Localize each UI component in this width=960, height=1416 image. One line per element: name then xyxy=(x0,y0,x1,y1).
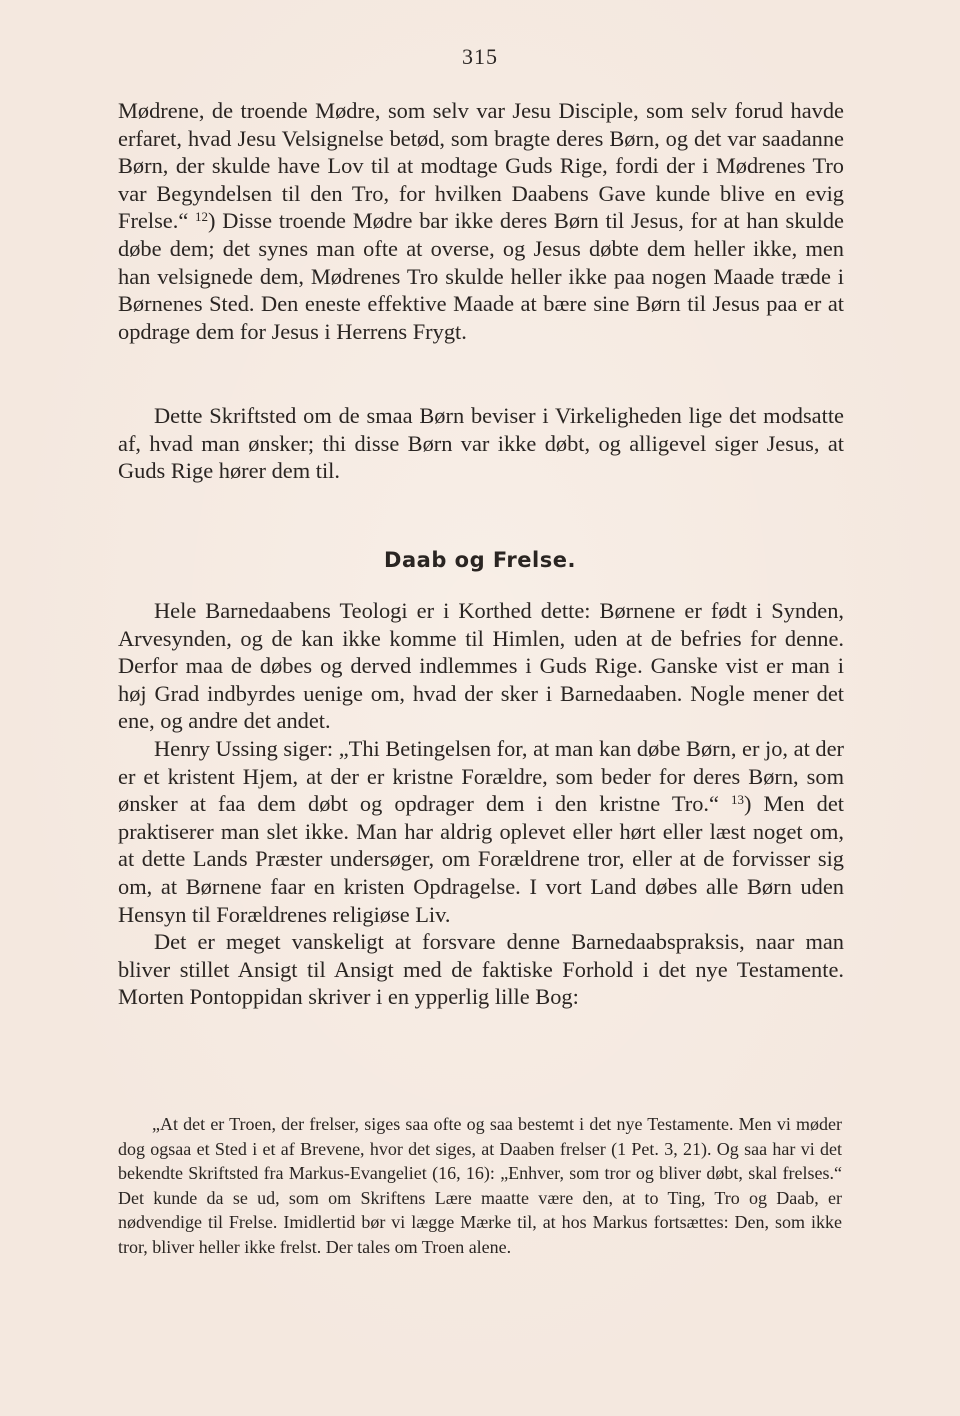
paragraph-ussing-part-2: ) Men det praktiserer man slet ikke. Man har aldrig oplevet eller hørt eller læst noget om, at dette Lands Præster undersøger, om Forældrene tror, eller at de forvisser sig om, at Børnene faar en kristen Opdragelse. I vort Land døbes alle Børn uden Hensyn til Forældrenes religiøse Liv. xyxy=(118,791,844,927)
paragraph-scripture: Dette Skriftsted om de smaa Børn beviser i Virkeligheden lige det modsatte af, hvad man ønsker; thi disse Børn var ikke døbt, og alligevel siger Jesus, at Guds Rige hører dem til. xyxy=(118,403,844,484)
paragraph-theology: Hele Barnedaabens Teologi er i Korthed dette: Børnene er født i Synden, Arvesynden, og de kan ikke komme til Himlen, uden at de befries for denne. Derfor maa de døbes og derved indlemmes i Guds Rige. Ganske vist er man i høj Grad indbyrdes uenige om, hvad der sker i Barnedaaben. Nogle mener det ene, og andre det andet. xyxy=(118,598,844,734)
text-block-section xyxy=(118,597,844,1011)
paragraph-ussing-part-1: Henry Ussing siger: „Thi Betingelsen for, at man kan døbe Børn, er jo, at der er et kristent Hjem, at der er kristne Forældre, som beder for deres Børn, som ønsker at faa dem døbt og opdrager dem i den kristne Tro.“ xyxy=(118,735,844,817)
paragraph-practice: Det er meget vanskeligt at forsvare denne Barnedaabspraksis, naar man bliver stillet Ansigt til Ansigt med de faktiske Forhold i det nye Testamente. Morten Pontoppidan skriver i en ypperlig lille Bog: xyxy=(118,929,844,1010)
paragraph-mothers xyxy=(118,97,844,345)
text-block-second xyxy=(118,402,844,485)
block-quote: „At det er Troen, der frelser, siges saa ofte og saa bestemt i det nye Testamente. Men vi møder dog ogsaa et Sted i et af Brevene, hvor det siges, at Daaben frelser (1 Pet. 3, 21). Og saa har vi det bekendte Skriftsted fra Markus-Evangeliet (16, 16): „Enhver, som tror og bliver døbt, skal frelses.“ Det kunde da se ud, som om Skriftens Lære maatte være den, at to Ting, Tro og Daab, er nødvendige til Frelse. Imidlertid bør vi lægge Mærke til, at hos Markus fortsættes: Den, som ikke tror, bliver heller ikke frelst. Der tales om Troen alene. xyxy=(118,1114,842,1257)
paragraph-mothers-part-2: ) Disse troende Mødre bar ikke deres Børn til Jesus, for at han skulde døbe dem; det synes man ofte at overse, og Jesus døbte dem heller ikke, men han velsignede dem, Mødrenes Tro skulde heller ikke paa nogen Maade træde i Børnenes Sted. Den eneste effektive Maade at bære sine Børn til Jesus paa er at opdrage dem for Jesus i Herrens Frygt. xyxy=(118,208,844,344)
section-heading: Daab og Frelse. xyxy=(384,548,576,572)
footnote-ref-13: 13 xyxy=(731,792,744,808)
footnote-ref-12: 12 xyxy=(195,209,209,225)
page-number: 315 xyxy=(462,44,498,69)
paragraph-mothers-part-1: Mødrene, de troende Mødre, som selv var Jesu Disciple, som selv forud havde erfaret, hvad Jesu Velsignelse betød, som bragte deres Børn, og det var saadanne Børn, der skulde have Lov til at modtage Guds Rige, fordi der i Mødrenes Tro var Begyndelsen til den Tro, for hvilken Daabens Gave kunde blive en evig Frelse.“ xyxy=(118,98,844,234)
paragraph-ussing xyxy=(118,735,844,928)
text-block-top xyxy=(118,97,844,345)
